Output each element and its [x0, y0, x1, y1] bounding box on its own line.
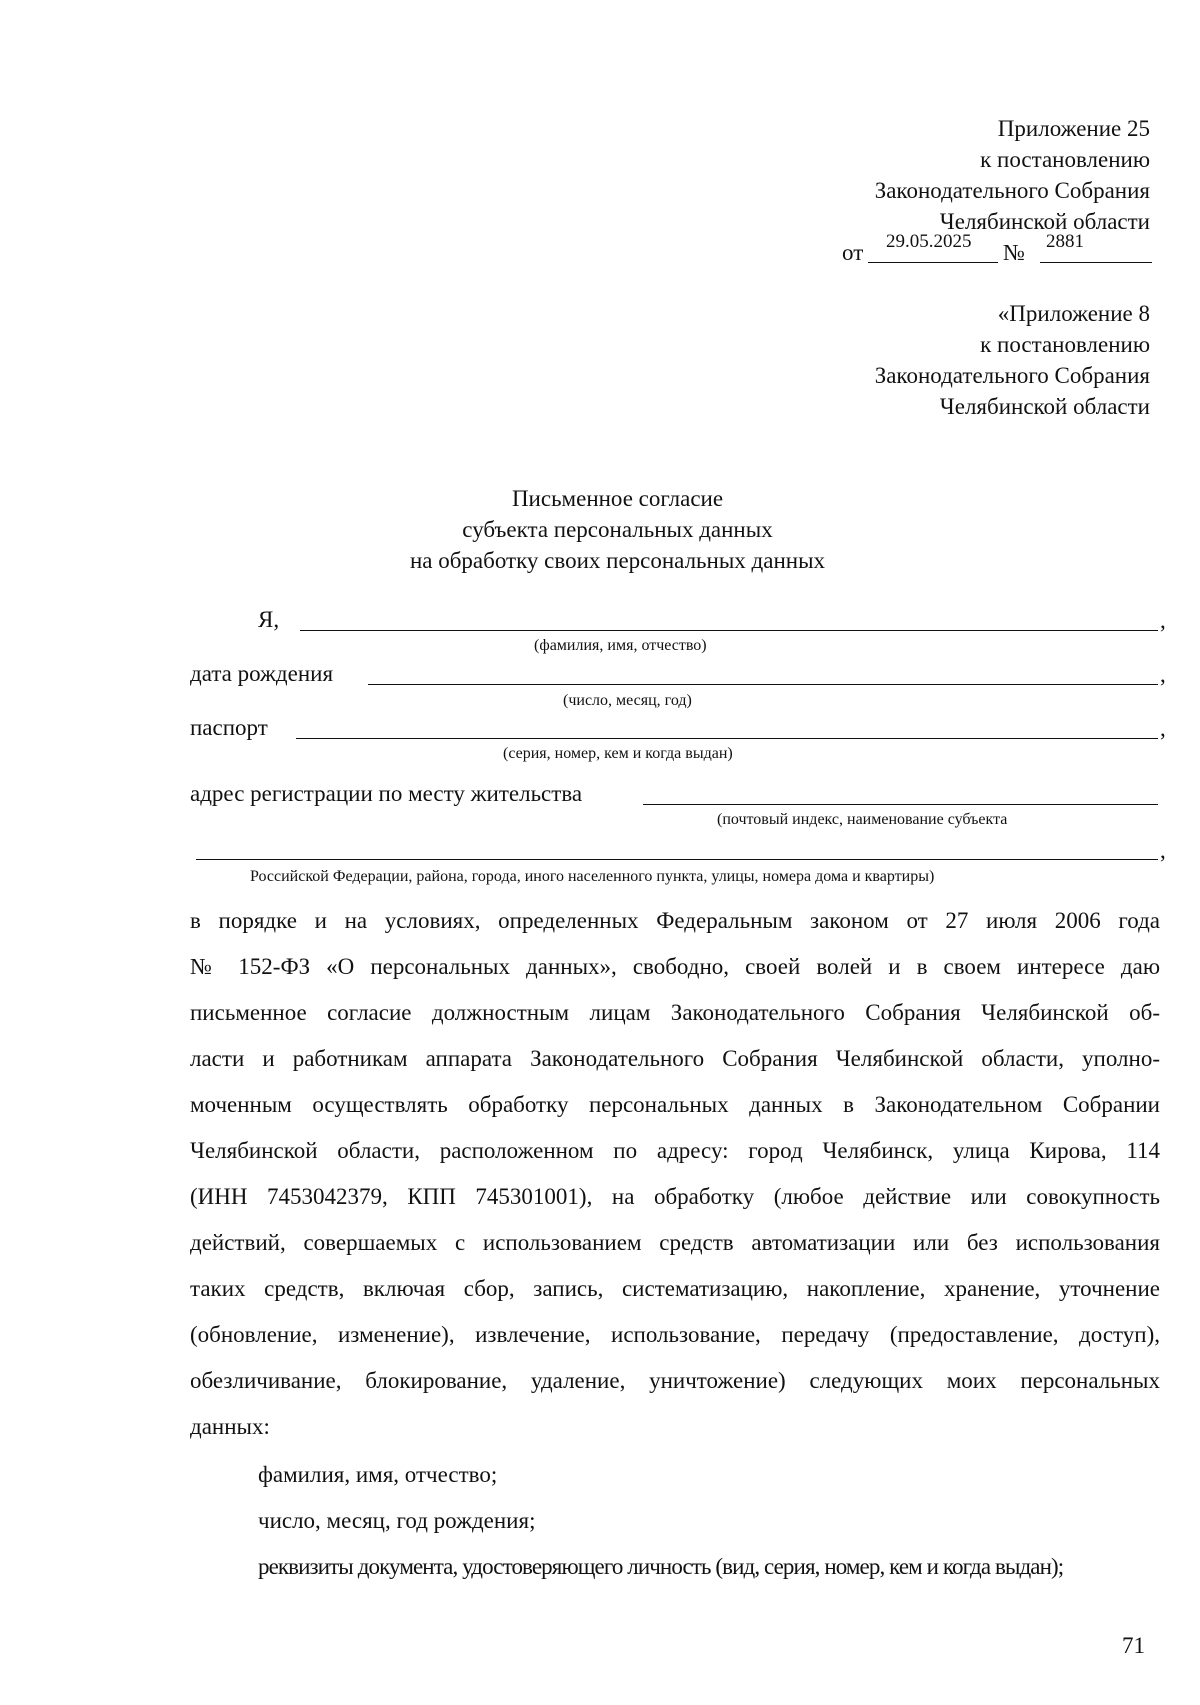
body-line: таких средств, включая сбор, запись, систематизацию, накопление, хранение, уточнение	[190, 1276, 1160, 1301]
appendix-25-header	[875, 113, 1150, 237]
appendix-8-line4: Челябинской области	[939, 394, 1150, 419]
passport-comma: ,	[1160, 716, 1166, 741]
birthdate-label: дата рождения	[190, 661, 334, 686]
appendix-8-line3: Законодательного Собрания	[874, 363, 1150, 388]
address-hint-2: Российской Федерации, района, города, иного населенного пункта, улицы, номера дома и квартиры)	[250, 868, 935, 885]
date-underline	[868, 262, 998, 263]
number-underline	[1040, 262, 1152, 263]
body-line: обезличивание, блокирование, удаление, уничтожение) следующих моих персональных	[190, 1368, 1160, 1393]
passport-hint: (серия, номер, кем и когда выдан)	[503, 745, 733, 762]
body-line: действий, совершаемых с использованием средств автоматизации или без использования	[190, 1230, 1160, 1255]
fullname-comma: ,	[1160, 608, 1166, 633]
title-line2: субъекта персональных данных	[462, 517, 773, 542]
passport-label: паспорт	[190, 715, 268, 740]
document-title	[0, 483, 1200, 576]
list-item: фамилия, имя, отчество;	[258, 1462, 498, 1487]
body-line: данных:	[190, 1414, 270, 1439]
body-line: № 152-ФЗ «О персональных данных», свободно, своей волей и в своем интересе даю	[190, 954, 1160, 979]
fullname-hint: (фамилия, имя, отчество)	[534, 637, 707, 654]
body-line: ласти и работникам аппарата Законодательного Собрания Челябинской области, уполно-	[190, 1046, 1160, 1071]
list-item: число, месяц, год рождения;	[258, 1508, 536, 1533]
address-field-line-1[interactable]	[643, 804, 1158, 805]
birthdate-comma: ,	[1160, 662, 1166, 687]
decree-date: 29.05.2025	[886, 231, 972, 252]
fullname-field-line[interactable]	[300, 630, 1158, 631]
body-line: моченным осуществлять обработку персональных данных в Законодательном Собрании	[190, 1092, 1160, 1117]
title-line3: на обработку своих персональных данных	[409, 548, 826, 573]
decree-number: 2881	[1046, 231, 1084, 252]
i-label: Я,	[258, 607, 280, 632]
appendix-8-title: «Приложение 8	[997, 301, 1150, 326]
appendix-25-line3: Законодательного Собрания	[874, 178, 1150, 203]
body-line: (ИНН 7453042379, КПП 745301001), на обработку (любое действие или совокупность	[190, 1184, 1160, 1209]
appendix-25-line2: к постановлению	[980, 147, 1150, 172]
body-line: письменное согласие должностным лицам Законодательного Собрания Челябинской об-	[190, 1000, 1160, 1025]
address-comma: ,	[1160, 838, 1166, 863]
page-number: 71	[1122, 1633, 1145, 1658]
title-line1: Письменное согласие	[511, 486, 724, 511]
from-label: от	[842, 240, 864, 265]
address-label: адрес регистрации по месту жительства	[190, 781, 583, 806]
birthdate-field-line[interactable]	[368, 684, 1158, 685]
appendix-25-line4: Челябинской области	[939, 209, 1150, 234]
list-item: реквизиты документа, удостоверяющего личность (вид, серия, номер, кем и когда выдан);	[258, 1554, 1064, 1579]
appendix-8-line2: к постановлению	[980, 332, 1150, 357]
passport-field-line[interactable]	[296, 738, 1158, 739]
body-line: (обновление, изменение), извлечение, использование, передачу (предоставление, доступ),	[190, 1322, 1160, 1347]
address-hint-1: (почтовый индекс, наименование субъекта	[717, 811, 1008, 828]
birthdate-hint: (число, месяц, год)	[563, 692, 692, 709]
address-field-line-2[interactable]	[196, 859, 1158, 860]
body-line: Челябинской области, расположенном по адресу: город Челябинск, улица Кирова, 114	[190, 1138, 1160, 1163]
appendix-25-title: Приложение 25	[997, 116, 1150, 141]
body-line: в порядке и на условиях, определенных Федеральным законом от 27 июля 2006 года	[190, 908, 1160, 933]
appendix-8-header	[875, 298, 1150, 422]
number-label: №	[1003, 240, 1025, 265]
